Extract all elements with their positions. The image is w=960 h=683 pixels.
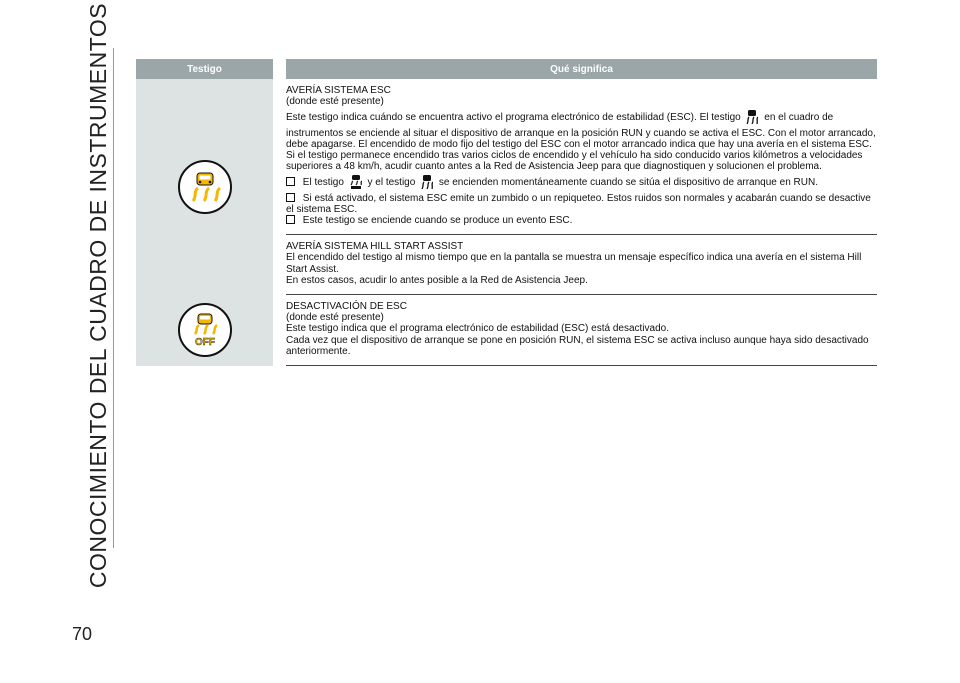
esc-off-icon [178,303,232,357]
hill-start-assist-section [286,235,877,295]
note-icon [286,215,295,224]
esc-deactivation-section [286,295,877,366]
esc-failure-section [286,79,877,235]
esc-off-inline-icon [350,175,362,192]
icon-cell [136,295,273,366]
table-row [136,79,877,235]
table-row [136,295,877,366]
section-body: Este testigo indica cuándo se encuentra activo el programa electrónico de estabilidad (ESC). El testigo en el cuadro de instrumentos se enciende al situar el dispositivo de arranque en la posición RUN y cuando se activa el ESC. Con el motor arrancado, debe apagarse. El encendido de modo fijo del testigo del ESC con el motor arrancado indica que hay una avería en el sistema ESC. Si el testigo permanece encendido tras varios ciclos de encendido y el vehículo ha sido conducido varios kilómetros a velocidades superiores a 48 km/h, acudir cuanto antes a la Red de Asistencia Jeep para que diagnostiquen y solucionen el problema. [286,112,876,173]
chapter-title: CONOCIMIENTO DEL CUADRO DE INSTRUMENTOS [85,2,112,588]
header-meaning: Qué significa [286,59,877,79]
section-body: Cada vez que el dispositivo de arranque se pone en posición RUN, el sistema ESC se activa incluso aunque haya sido desactivado anteriormente. [286,334,869,357]
esc-warning-icon [178,160,232,214]
note-line: Este testigo se enciende cuando se produce un evento ESC. [286,215,877,226]
esc-inline-icon [746,110,758,127]
esc-inline-icon [421,175,433,192]
table-header-row [136,59,877,79]
note-icon [286,177,295,186]
esc-off-label: OFF [194,337,215,349]
chapter-divider [113,48,114,548]
note-line: El testigo y el testigo se encienden momentáneamente cuando se sitúa el dispositivo de arranque en RUN. [286,175,877,192]
section-title: AVERÍA SISTEMA HILL START ASSIST [286,241,464,253]
section-body: Este testigo indica que el programa electrónico de estabilidad (ESC) está desactivado. [286,323,669,335]
warning-lights-table [136,59,877,366]
section-title: DESACTIVACIÓN DE ESC [286,301,407,313]
availability-note: (donde esté presente) [286,312,384,324]
availability-note: (donde esté presente) [286,96,384,108]
section-body: El encendido del testigo al mismo tiempo que en la pantalla se muestra un mensaje específico indica una avería en el sistema Hill Start Assist. [286,252,862,275]
page-number: 70 [72,624,93,644]
section-body: En estos casos, acudir lo antes posible a la Red de Asistencia Jeep. [286,274,588,286]
note-icon [286,193,295,202]
icon-cell [136,79,273,295]
header-indicator: Testigo [136,59,273,79]
note-line: Si está activado, el sistema ESC emite un zumbido o un repiqueteo. Estos ruidos son normales y acabarán cuando se desactive el sistema ESC. [286,192,871,215]
section-title: AVERÍA SISTEMA ESC [286,85,391,96]
